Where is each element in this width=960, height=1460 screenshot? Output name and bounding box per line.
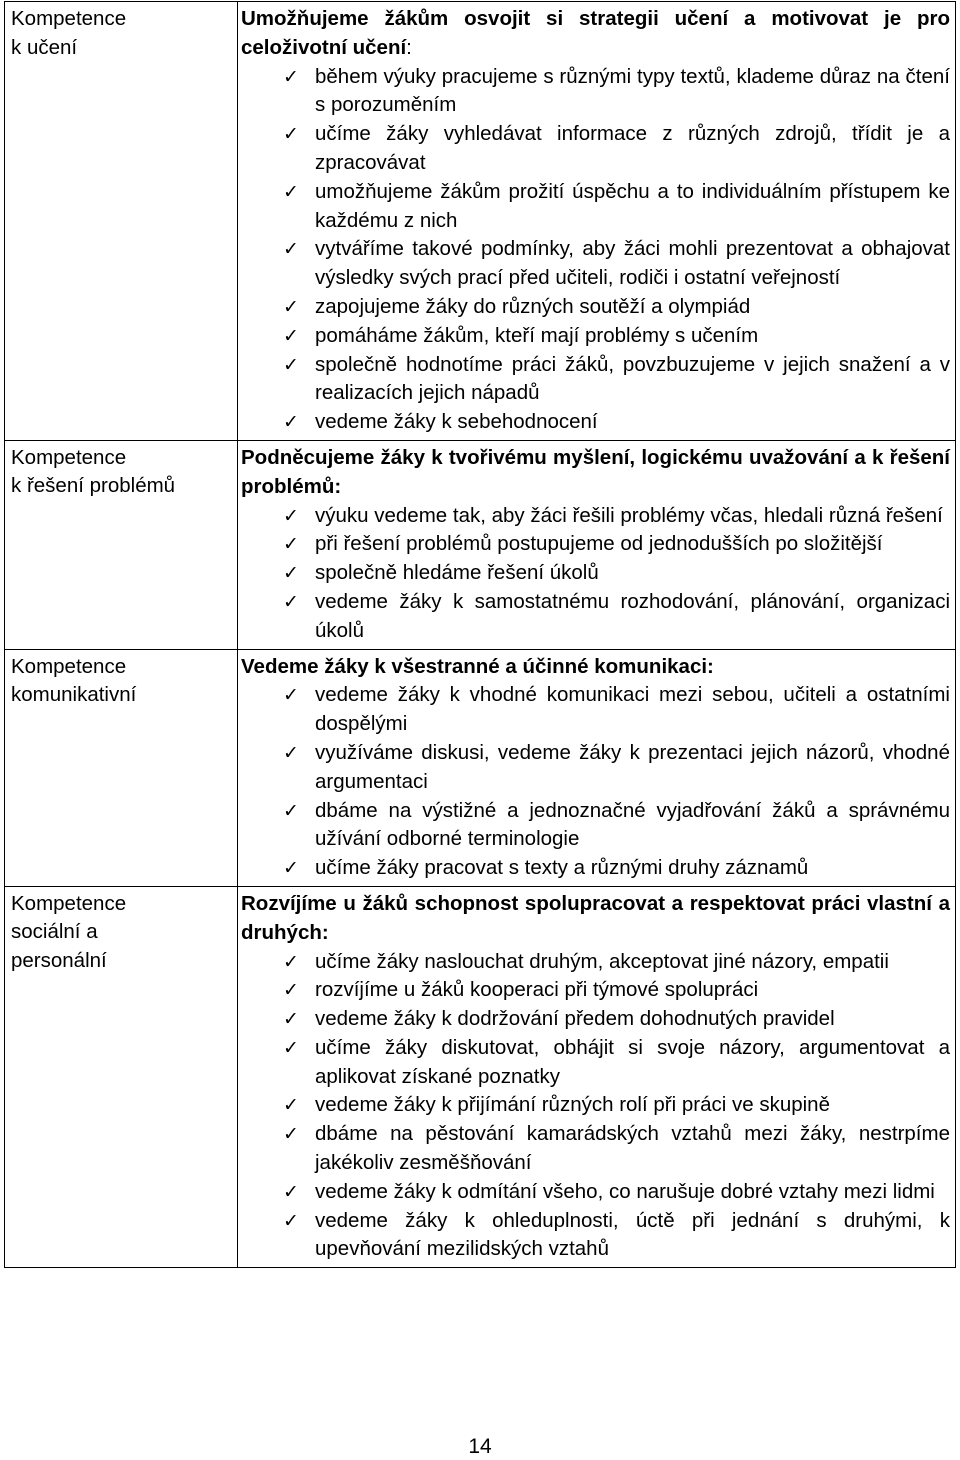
checkmark-icon: ✓ (283, 324, 299, 347)
checkmark-icon: ✓ (283, 504, 299, 527)
checkmark-icon: ✓ (283, 1123, 299, 1146)
list-item (241, 293, 950, 322)
competence-content (238, 2, 956, 441)
checkmark-icon: ✓ (283, 741, 299, 764)
competence-heading (241, 5, 950, 63)
list-item (241, 408, 950, 437)
competence-heading (241, 444, 950, 502)
list-item-text: učíme žáky vyhledávat informace z různých zdrojů, třídit je a zpracovávat (315, 122, 950, 174)
list-item (241, 235, 950, 293)
list-item-text: dbáme na výstižné a jednoznačné vyjadřování žáků a správnému užívání odborné terminologie (315, 798, 950, 851)
list-item-text: vedeme žáky k dodržování předem dohodnutých pravidel (315, 1007, 835, 1031)
checkmark-icon: ✓ (283, 590, 299, 613)
list-item (241, 178, 950, 236)
checkmark-icon: ✓ (283, 353, 299, 376)
list-item-text: pomáháme žákům, kteří mají problémy s učením (315, 323, 759, 347)
competence-heading (241, 653, 950, 682)
competence-content (238, 440, 956, 649)
list-item (241, 948, 950, 977)
list-item-text: rozvíjíme u žáků kooperaci při týmové spolupráci (315, 978, 759, 1002)
checkmark-icon: ✓ (283, 1036, 299, 1059)
strategy-list (241, 948, 950, 1265)
list-item-text: dbáme na pěstování kamarádských vztahů mezi žáky, nestrpíme jakékoliv zesměšňování (315, 1122, 950, 1175)
competence-label: Kompetence komunikativní (5, 649, 238, 886)
list-item (241, 976, 950, 1005)
strategy-list (241, 63, 950, 437)
list-item (241, 739, 950, 797)
competence-heading-text: Umožňujeme žákům osvojit si strategii učení a motivovat je pro celoživotní učení (241, 7, 950, 59)
list-item-text: učíme žáky pracovat s texty a různými druhy záznamů (315, 856, 809, 880)
list-item (241, 530, 950, 559)
list-item-text: výuku vedeme tak, aby žáci řešili problémy včas, hledali různá řešení (315, 503, 943, 527)
list-item (241, 351, 950, 409)
competence-row (5, 649, 956, 886)
competence-content (238, 886, 956, 1267)
list-item-text: vedeme žáky k odmítání všeho, co narušuje dobré vztahy mezi lidmi (315, 1179, 935, 1203)
list-item-text: vedeme žáky k přijímání různých rolí při práci ve skupině (315, 1093, 830, 1117)
checkmark-icon: ✓ (283, 950, 299, 973)
list-item-text: umožňujeme žákům prožití úspěchu a to individuálním přístupem ke každému z nich (315, 179, 950, 232)
list-item (241, 797, 950, 855)
list-item (241, 1005, 950, 1034)
list-item-text: vedeme žáky k vhodné komunikaci mezi sebou, učiteli a ostatními dospělými (315, 683, 950, 736)
checkmark-icon: ✓ (283, 979, 299, 1002)
list-item (241, 559, 950, 588)
list-item-text: využíváme diskusi, vedeme žáky k prezentaci jejich názorů, vhodné argumentaci (315, 740, 950, 793)
checkmark-icon: ✓ (283, 123, 299, 146)
page-number: 14 (468, 1435, 492, 1458)
list-item-text: zapojujeme žáky do různých soutěží a olympiád (315, 294, 751, 318)
list-item-text: učíme žáky naslouchat druhým, akceptovat jiné názory, empatii (315, 949, 889, 973)
table-body (5, 2, 956, 1268)
competences-table (4, 1, 956, 1268)
list-item (241, 120, 950, 178)
list-item-text: učíme žáky diskutovat, obhájit si svoje názory, argumentovat a aplikovat získané poznatky (315, 1035, 950, 1088)
checkmark-icon: ✓ (283, 1209, 299, 1232)
competence-heading-suffix: : (406, 35, 412, 59)
strategy-list (241, 681, 950, 883)
competence-content (238, 649, 956, 886)
list-item (241, 1034, 950, 1092)
list-item (241, 1178, 950, 1207)
list-item (241, 322, 950, 351)
list-item (241, 1120, 950, 1178)
checkmark-icon: ✓ (283, 533, 299, 556)
list-item (241, 63, 950, 121)
list-item (241, 1091, 950, 1120)
competence-heading-text: Rozvíjíme u žáků schopnost spolupracovat a respektovat práci vlastní a druhých: (241, 891, 950, 944)
strategy-list (241, 502, 950, 646)
competence-label: Kompetence k řešení problémů (5, 440, 238, 649)
checkmark-icon: ✓ (283, 1008, 299, 1031)
list-item (241, 681, 950, 739)
competence-row (5, 2, 956, 441)
competence-row (5, 440, 956, 649)
competence-label: Kompetence sociální a personální (5, 886, 238, 1267)
list-item-text: během výuky pracujeme s různými typy textů, klademe důraz na čtení s porozuměním (315, 64, 950, 117)
checkmark-icon: ✓ (283, 295, 299, 318)
checkmark-icon: ✓ (283, 857, 299, 880)
checkmark-icon: ✓ (283, 799, 299, 822)
competence-heading-text: Vedeme žáky k všestranné a účinné komunikaci: (241, 654, 714, 678)
checkmark-icon: ✓ (283, 1094, 299, 1117)
list-item (241, 588, 950, 646)
list-item (241, 854, 950, 883)
list-item-text: společně hledáme řešení úkolů (315, 561, 599, 585)
checkmark-icon: ✓ (283, 562, 299, 585)
list-item-text: při řešení problémů postupujeme od jednodušších po složitější (315, 532, 883, 556)
competence-heading (241, 890, 950, 948)
competence-label: Kompetence k učení (5, 2, 238, 441)
list-item-text: vytváříme takové podmínky, aby žáci mohli prezentovat a obhajovat výsledky svých prací před učiteli, rodiči i ostatní veřejností (315, 237, 950, 290)
list-item-text: vedeme žáky k ohleduplnosti, úctě při jednání s druhými, k upevňování mezilidských vztahů (315, 1208, 950, 1261)
checkmark-icon: ✓ (283, 411, 299, 434)
list-item (241, 502, 950, 531)
list-item (241, 1207, 950, 1265)
checkmark-icon: ✓ (283, 238, 299, 261)
list-item-text: společně hodnotíme práci žáků, povzbuzujeme v jejich snažení a v realizacích jejich nápadů (315, 352, 950, 405)
competence-heading-text: Podněcujeme žáky k tvořivému myšlení, logickému uvažování a k řešení problémů: (241, 445, 950, 498)
list-item-text: vedeme žáky k samostatnému rozhodování, plánování, organizaci úkolů (315, 589, 950, 642)
list-item-text: vedeme žáky k sebehodnocení (315, 410, 598, 434)
competence-row (5, 886, 956, 1267)
checkmark-icon: ✓ (283, 65, 299, 88)
checkmark-icon: ✓ (283, 684, 299, 707)
checkmark-icon: ✓ (283, 180, 299, 203)
checkmark-icon: ✓ (283, 1180, 299, 1203)
